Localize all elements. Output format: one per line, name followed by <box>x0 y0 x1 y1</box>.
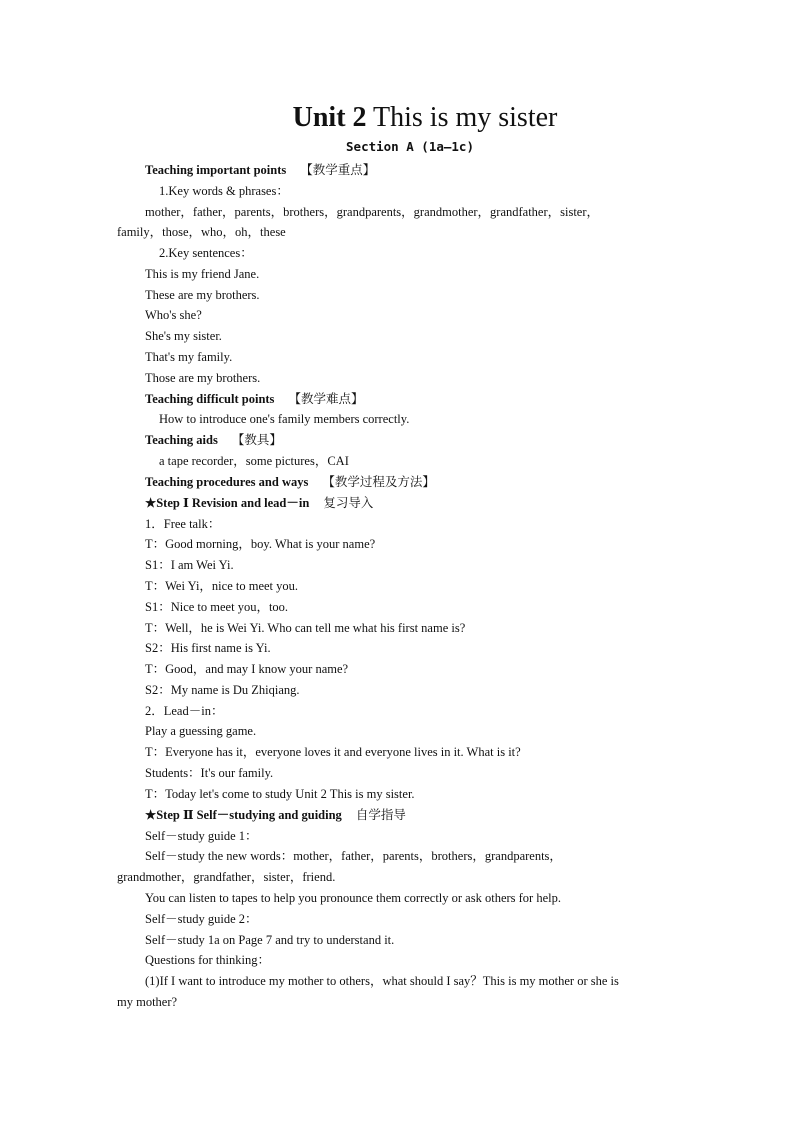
sentence: Who's she? <box>145 308 202 322</box>
step1-line: S2：My name is Du Zhiqiang. <box>145 683 300 697</box>
sentence: These are my brothers. <box>145 288 260 302</box>
step2-questions: Questions for thinking： <box>145 953 270 967</box>
step1-line: S1：I am Wei Yi. <box>145 558 234 572</box>
heading-difficult-points: Teaching difficult points 【教学难点】 <box>145 391 364 406</box>
step1-line: T：Well，he is Wei Yi. Who can tell me what his first name is? <box>145 621 466 635</box>
step2-question-1-line-1: (1)If I want to introduce my mother to others，what should I say？This is my mother or she is <box>145 974 619 988</box>
step1-line: T：Everyone has it，everyone loves it and everyone lives in it. What is it? <box>145 745 521 759</box>
step1-line: Play a guessing game. <box>145 724 257 738</box>
step1-line: T：Good，and may I know your name? <box>145 662 349 676</box>
heading-procedures: Teaching procedures and ways 【教学过程及方法】 <box>145 474 435 489</box>
key-words-label: 1.Key words & phrases： <box>159 184 289 198</box>
key-words-line-1: mother，father，parents，brothers，grandparents，grandmother，grandfather，sister， <box>145 205 600 219</box>
section-subtitle: Section A (1a—1c) <box>346 139 474 154</box>
sentence: She's my sister. <box>145 329 222 343</box>
step1-line: T：Wei Yi，nice to meet you. <box>145 579 299 593</box>
heading-important-points: Teaching important points 【教学重点】 <box>145 162 376 177</box>
title-unit: Unit 2 <box>292 102 367 133</box>
heading-teaching-aids: Teaching aids 【教具】 <box>145 432 282 447</box>
step2-question-1-line-2: my mother? <box>117 995 178 1009</box>
step2-words-line-1: Self－study the new words：mother，father，parents，brothers，grandparents， <box>145 849 562 863</box>
step1-line: 2．Lead－in： <box>145 704 224 718</box>
title-text: This is my sister <box>366 102 558 133</box>
step1-line: S2：His first name is Yi. <box>145 641 271 655</box>
sentence: This is my friend Jane. <box>145 267 260 281</box>
step1-line: T：Today let's come to study Unit 2 This is my sister. <box>145 787 415 801</box>
step2-study-1a: Self－study 1a on Page 7 and try to understand it. <box>145 933 395 947</box>
step1-line: Students：It's our family. <box>145 766 274 780</box>
key-words-line-2: family，those，who，oh，these <box>117 225 286 239</box>
step2-words-line-2: grandmother，grandfather，sister，friend. <box>117 870 336 884</box>
step1-line: S1：Nice to meet you，too. <box>145 600 289 614</box>
teaching-aids-text: a tape recorder，some pictures，CAI <box>159 454 349 468</box>
heading-step-1: ★Step Ⅰ Revision and lead－in 复习导入 <box>145 495 374 510</box>
difficult-points-text: How to introduce one's family members correctly. <box>159 412 410 426</box>
step2-guide2: Self－study guide 2： <box>145 912 258 926</box>
sentence: Those are my brothers. <box>145 371 261 385</box>
step2-listen: You can listen to tapes to help you pronounce them correctly or ask others for help. <box>145 891 561 905</box>
step2-guide1: Self－study guide 1： <box>145 829 258 843</box>
key-sentences-label: 2.Key sentences： <box>159 246 253 260</box>
sentence: That's my family. <box>145 350 233 364</box>
step1-line: 1．Free talk： <box>145 517 221 531</box>
page-title <box>0 98 794 138</box>
step1-line: T：Good morning，boy. What is your name? <box>145 537 376 551</box>
heading-step-2: ★Step Ⅱ Self－studying and guiding 自学指导 <box>145 807 406 822</box>
